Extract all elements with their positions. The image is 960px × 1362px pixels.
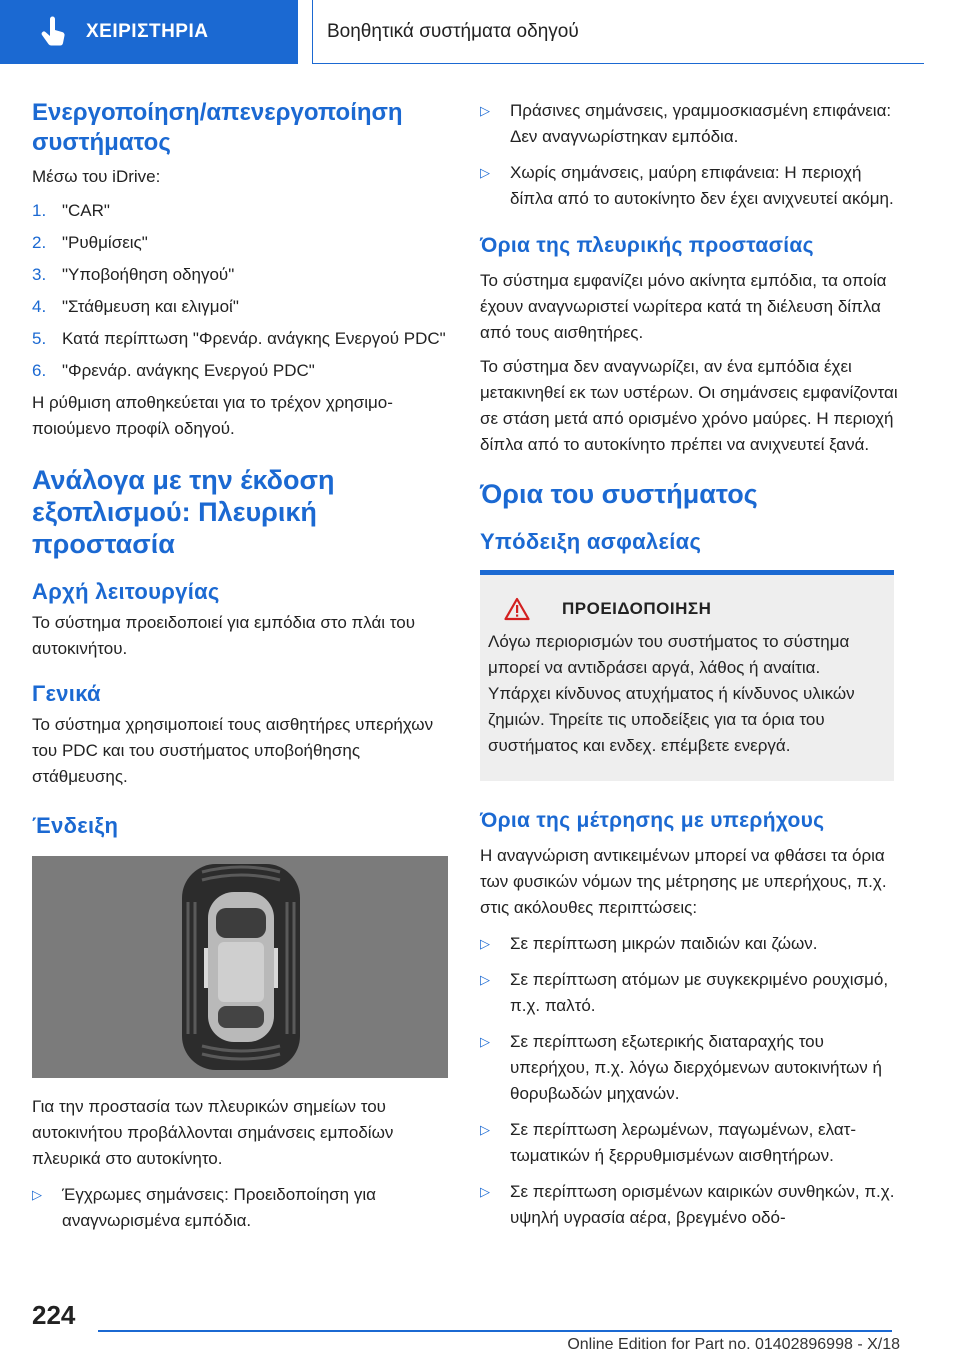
footer-divider [98, 1330, 892, 1332]
section-title: Βοηθητικά συστήματα οδηγού [312, 0, 924, 64]
general-heading: Γενικά [32, 681, 101, 706]
list-item: 2. "Ρυθμίσεις" [32, 233, 148, 252]
triangle-right-icon: ▷ [480, 1184, 490, 1199]
triangle-right-icon: ▷ [480, 972, 490, 987]
side-protection-figure [32, 856, 448, 1078]
figure-caption: Για την προστασία των πλευρικών σημείων του αυτοκινήτου προβάλλονται σημάνσεις εμποδίων πλευρικά στο αυτοκίνητο. [32, 1097, 394, 1168]
page-header [0, 0, 960, 66]
list-item: 1. "CAR" [32, 201, 110, 220]
warning-triangle-icon [504, 597, 530, 621]
principle-heading: Αρχή λειτουργίας [32, 579, 220, 604]
list-item: ▷ Έγχρωμες σημάνσεις: Προειδοποίηση για αναγνωρισμένα εμπόδια. [32, 1182, 450, 1234]
edition-text: Online Edition for Part no. 01402896998 - X/18 [567, 1336, 900, 1353]
list-item: ▷ Σε περίπτωση ορισμένων καιρικών συνθηκών, π.χ. υψηλή υγρασία αέρα, βρεγμένο οδό- [480, 1179, 898, 1231]
general-text: Το σύστημα χρησιμοποιεί τους αισθητήρες υπερήχων του PDC και του συστήματος υποβοήθησης στάθμευσης. [32, 715, 434, 786]
list-item: 3. "Υποβοήθηση οδηγού" [32, 265, 235, 284]
list-item: 5. Κατά περίπτωση "Φρενάρ. ανάγκης Ενεργού PDC" [32, 329, 446, 348]
warning-title: ΠΡΟΕΙΔΟΠΟΙΗΣΗ [562, 599, 712, 618]
left-column [32, 98, 450, 1244]
triangle-right-icon: ▷ [32, 1187, 42, 1202]
triangle-right-icon: ▷ [480, 103, 490, 118]
right-column [480, 98, 898, 1241]
manual-tab[interactable] [0, 0, 298, 64]
warning-text: Λόγω περιορισμών του συστήματος το σύστημα μπορεί να αντιδράσει αργά, λάθος ή αναίτια. Υπάρχει κίνδυνος ατυχήματος ή κίνδυνος υλικών ζημιών. Τηρείτε τις υποδείξεις για τα όρια του συστήματος και ενδεχ. επέμβετε ενεργά. [488, 632, 855, 755]
activation-heading: Ενεργοποίηση/απενεργοποίηση συστήματος [32, 99, 403, 156]
triangle-right-icon: ▷ [480, 1034, 490, 1049]
list-item: ▷ Πράσινες σημάνσεις, γραμμοσκιασμένη επιφάνεια: Δεν αναγνωρίστηκαν εμπόδια. [480, 98, 898, 150]
list-item: ▷ Σε περίπτωση λερωμένων, παγωμένων, ελαττωματικών ή ξερρυθμισμένων αισθητήρων. [480, 1117, 898, 1169]
activation-steps [32, 198, 450, 384]
system-limits-heading: Όρια του συστήματος [480, 479, 758, 509]
setting-saved-text: Η ρύθμιση αποθηκεύεται για το τρέχον χρησιμοποιούμενο προφίλ οδηγού. [32, 393, 393, 438]
ultrasonic-limits-heading: Όρια της μέτρησης με υπερήχους [480, 809, 825, 832]
ultrasonic-text: Η αναγνώριση αντικειμένων μπορεί να φθάσει τα όρια των φυσικών νόμων της μέτρησης με υπερήχους, π.χ. στις ακόλουθες περιπτώσεις: [480, 846, 887, 917]
safety-heading: Υπόδειξη ασφαλείας [480, 529, 702, 554]
principle-text: Το σύστημα προειδοποιεί για εμπόδια στο πλάι του αυτοκινήτου. [32, 613, 416, 658]
display-heading: Ένδειξη [32, 813, 119, 838]
hand-pointer-icon [36, 15, 70, 49]
ultrasonic-bullets [480, 931, 898, 1231]
list-item: ▷ Σε περίπτωση εξωτερικής διαταραχής του υπερήχου, π.χ. λόγω διερχόμενων αυτοκινήτων ή θορυβωδών μηχανών. [480, 1029, 898, 1107]
side-limits-text-2: Το σύστημα δεν αναγνωρίζει, αν ένα εμπόδια έχει μετακινηθεί εκ των υστέρων. Οι σημάνσεις εμφανίζονται σε στάση μετά από ορισμένο χρόνο μαύρες. Η περιοχή δίπλα από το αυτοκίνητο πρέπει να ανιχνευτεί ξανά. [480, 357, 898, 454]
list-item: 4. "Στάθμευση και ελιγμοί" [32, 297, 239, 316]
color-bullets-right [480, 98, 898, 212]
triangle-right-icon: ▷ [480, 936, 490, 951]
list-item: 6. "Φρενάρ. ανάγκης Ενεργού PDC" [32, 361, 315, 380]
triangle-right-icon: ▷ [480, 1122, 490, 1137]
list-item: ▷ Σε περίπτωση ατόμων με συγκεκριμένο ρουχισμό, π.χ. παλτό. [480, 967, 898, 1019]
warning-box [480, 570, 894, 781]
side-limits-heading: Όρια της πλευρικής προστασίας [480, 234, 814, 257]
list-item: ▷ Χωρίς σημάνσεις, μαύρη επιφάνεια: Η περιοχή δίπλα από το αυτοκίνητο δεν έχει ανιχνευτεί ακόμη. [480, 160, 898, 212]
triangle-right-icon: ▷ [480, 165, 490, 180]
manual-tab-label: ΧΕΙΡΙΣΤΗΡΙΑ [86, 21, 209, 42]
side-limits-text-1: Το σύστημα εμφανίζει μόνο ακίνητα εμπόδια, τα οποία έχουν αναγνωριστεί νωρίτερα κατά τη διέλευση δίπλα από τους αισθητήρες. [480, 271, 887, 342]
car-top-view-illustration [32, 856, 448, 1078]
color-bullets-left [32, 1182, 450, 1234]
page-number: 224 [32, 1300, 76, 1330]
via-idrive-text: Μέσω του iDrive: [32, 167, 161, 186]
list-item: ▷ Σε περίπτωση μικρών παιδιών και ζώων. [480, 931, 898, 957]
equipment-heading: Ανάλογα με την έκδοση εξοπλισμού: Πλευρική προστασία [32, 465, 335, 559]
